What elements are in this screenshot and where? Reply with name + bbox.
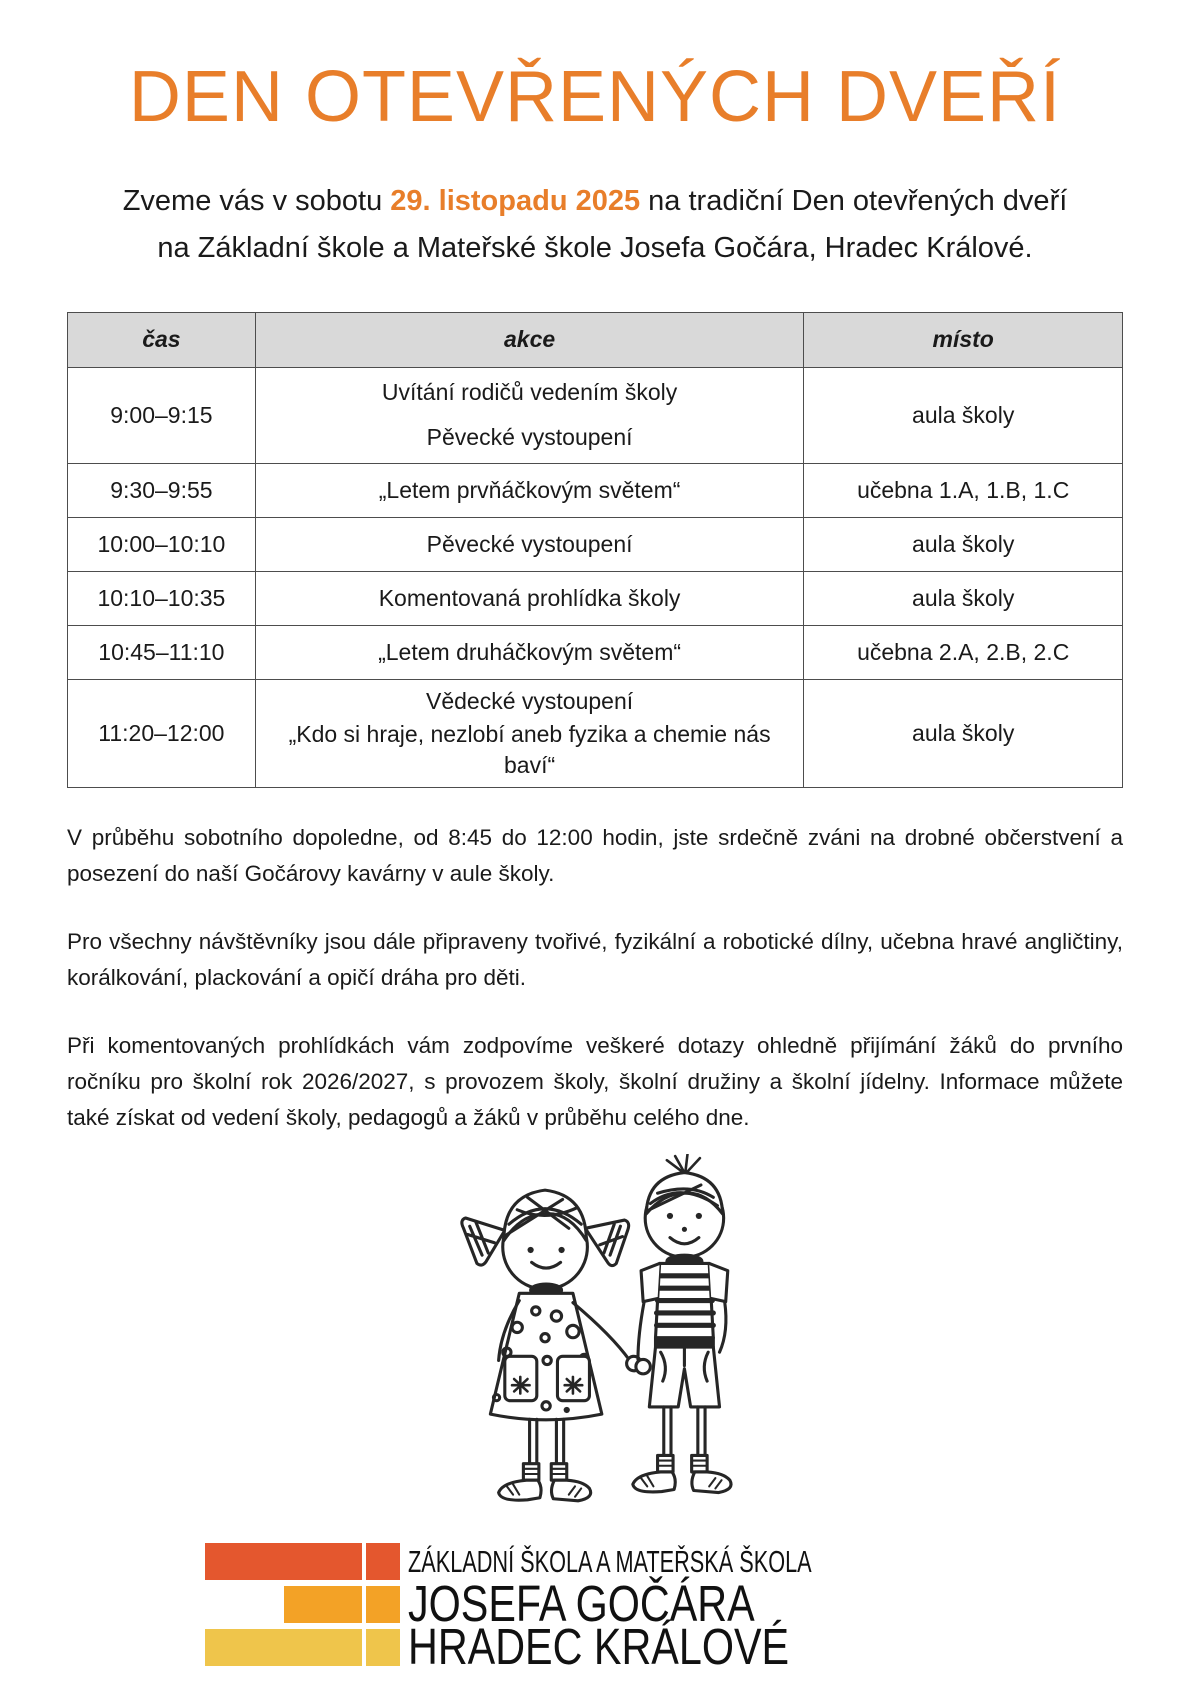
akce-line: Vědecké vystoupení <box>426 687 634 714</box>
cell-misto: aula školy <box>804 517 1123 571</box>
column-header-akce: akce <box>255 312 804 367</box>
cell-cas: 10:00–10:10 <box>68 517 256 571</box>
logo-bar-red <box>205 1543 362 1580</box>
page-title: DEN OTEVŘENÝCH DVEŘÍ <box>128 57 1062 137</box>
school-logo <box>67 1543 1123 1675</box>
schedule-row <box>68 625 1123 679</box>
cell-akce <box>255 679 804 787</box>
schedule-row <box>68 367 1123 463</box>
logo-bar-orange <box>284 1586 362 1623</box>
intro-suffix: na tradiční Den otevřených dveří <box>640 184 1068 217</box>
schedule-row <box>68 463 1123 517</box>
intro-text <box>67 178 1123 272</box>
cell-cas: 11:20–12:00 <box>68 679 256 787</box>
schedule-table <box>67 312 1123 788</box>
column-header-cas: čas <box>68 312 256 367</box>
cell-cas: 10:45–11:10 <box>68 625 256 679</box>
children-drawing <box>447 1154 767 1517</box>
cell-akce <box>255 463 804 517</box>
logo-square-yellow <box>366 1629 400 1666</box>
cell-misto: aula školy <box>804 679 1123 787</box>
logo-text <box>408 1543 985 1675</box>
logo-line-school-name: JOSEFA GOČÁRA <box>408 1574 755 1632</box>
paragraph-admissions: Při komentovaných prohlídkách vám zodpovíme veškeré dotazy ohledně přijímání žáků do prvního ročníku pro školní rok 2026/2027, s provozem školy, školní družiny a školní jídelny. Informace můžete také získat od vedení školy, pedagogů a žáků v průběhu celého dne. <box>67 1032 1123 1130</box>
girl-legs <box>499 1419 591 1501</box>
cell-misto: aula školy <box>804 367 1123 463</box>
cell-akce <box>255 571 804 625</box>
boy-shirt <box>641 1263 728 1337</box>
logo-square-red <box>366 1543 400 1580</box>
akce-line: Uvítání rodičů vedením školy <box>381 378 678 405</box>
boy-arm-left <box>638 1301 644 1359</box>
akce-line: „Letem druháčkovým světem“ <box>378 638 682 665</box>
cell-misto: učebna 1.A, 1.B, 1.C <box>804 463 1123 517</box>
logo-line-school-type: ZÁKLADNÍ ŠKOLA A MATEŘSKÁ ŠKOLA <box>408 1543 812 1579</box>
paragraph-workshops: Pro všechny návštěvníky jsou dále připraveny tvořivé, fyzikální a robotické dílny, učebna hravé angličtiny, korálkování, plackování a opičí dráha pro děti. <box>67 928 1123 990</box>
intro-line2: na Základní škole a Mateřské škole Josefa Gočára, Hradec Králové. <box>157 231 1033 264</box>
logo-line-city: HRADEC KRÁLOVÉ <box>408 1617 790 1675</box>
cell-cas: 9:30–9:55 <box>68 463 256 517</box>
cell-misto: učebna 2.A, 2.B, 2.C <box>804 625 1123 679</box>
logo-mark <box>205 1543 400 1667</box>
intro-prefix: Zveme vás v sobotu <box>122 184 391 217</box>
schedule-row <box>68 679 1123 787</box>
schedule-row <box>68 571 1123 625</box>
akce-line: Pěvecké vystoupení <box>426 530 633 557</box>
cell-cas: 10:10–10:35 <box>68 571 256 625</box>
children-holding-hands-illustration <box>447 1154 767 1517</box>
akce-line: Komentovaná prohlídka školy <box>378 584 681 611</box>
logo-bar-yellow <box>205 1629 362 1666</box>
event-date: 29. listopadu 2025 <box>390 184 641 217</box>
akce-line: „Letem prvňáčkovým světem“ <box>378 476 681 503</box>
schedule-header-row <box>68 312 1123 367</box>
column-header-misto: místo <box>804 312 1123 367</box>
logo-square-orange <box>366 1586 400 1623</box>
boy-arm-right <box>720 1301 726 1352</box>
cell-akce <box>255 517 804 571</box>
schedule-row <box>68 517 1123 571</box>
schedule-body <box>68 367 1123 787</box>
boy-hair-tuft <box>667 1154 700 1173</box>
cell-akce <box>255 367 804 463</box>
akce-line: „Kdo si hraje, nezlobí aneb fyzika a chemie nás baví“ <box>288 720 771 778</box>
cell-misto: aula školy <box>804 571 1123 625</box>
cell-cas: 9:00–9:15 <box>68 367 256 463</box>
boy-legs <box>633 1407 731 1493</box>
akce-line: Pěvecké vystoupení <box>426 424 633 451</box>
cell-akce <box>255 625 804 679</box>
boy-shorts <box>649 1337 719 1406</box>
paragraph-refreshments: V průběhu sobotního dopoledne, od 8:45 do 12:00 hodin, jste srdečně zváni na drobné občerstvení a posezení do naší Gočárovy kavárny v aule školy. <box>67 824 1123 886</box>
